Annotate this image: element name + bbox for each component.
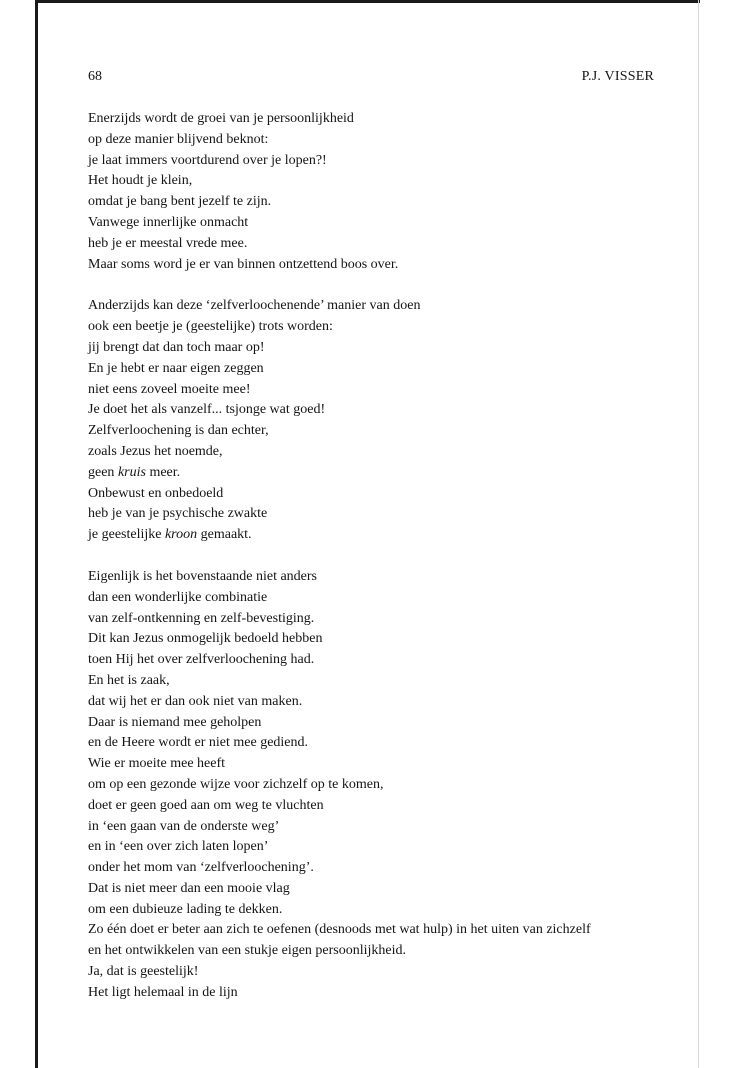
text-line: Anderzijds kan deze ‘zelfverloochenende’ manier van doen: [88, 298, 421, 314]
text-line: toen Hij het over zelfverloochening had.: [88, 652, 315, 668]
running-head-author: P.J. VISSER: [581, 69, 654, 84]
text-line: Het houdt je klein,: [88, 173, 193, 189]
text-line: Ja, dat is geestelijk!: [88, 964, 199, 980]
text-line: om een dubieuze lading te dekken.: [88, 901, 283, 917]
stanza-2: [88, 296, 688, 546]
text-line: en in ‘een over zich laten lopen’: [88, 839, 269, 855]
scan-border-top: [36, 0, 700, 3]
scan-edge-right: [698, 0, 699, 1068]
text-line: Het ligt helemaal in de lijn: [88, 984, 238, 1000]
italic-word-kroon: kroon: [164, 527, 198, 543]
text-line: niet eens zoveel moeite mee!: [88, 381, 251, 397]
text-line: Wie er moeite mee heeft: [88, 756, 226, 772]
text-line: Onbewust en onbedoeld: [88, 485, 224, 501]
stanza-1: [88, 109, 688, 275]
text-line-kruis: [88, 463, 688, 484]
text-line: Dat is niet meer dan een mooie vlag: [88, 880, 290, 896]
body-text: [88, 109, 688, 1025]
text-line: heb je er meestal vrede mee.: [88, 235, 248, 251]
text-line: En je hebt er naar eigen zeggen: [88, 360, 264, 376]
text-line: om op een gezonde wijze voor zichzelf op te komen,: [88, 776, 384, 792]
text-line: Maar soms word je er van binnen ontzettend boos over.: [88, 256, 399, 272]
text-line: en de Heere wordt er niet mee gediend.: [88, 735, 309, 751]
text-line: Je doet het als vanzelf... tsjonge wat goed!: [88, 402, 326, 418]
text-line: ook een beetje je (geestelijke) trots worden:: [88, 319, 333, 335]
text-line: op deze manier blijvend beknot:: [88, 131, 269, 147]
page-header: [88, 67, 654, 87]
text-line: Enerzijds wordt de groei van je persoonlijkheid: [88, 111, 354, 126]
text-line: doet er geen goed aan om weg te vluchten: [88, 797, 324, 813]
scan-border-left: [35, 0, 38, 1068]
line-text-before: je geestelijke: [88, 527, 165, 543]
text-line: dat wij het er dan ook niet van maken.: [88, 693, 303, 709]
text-line: en het ontwikkelen van een stukje eigen persoonlijkheid.: [88, 943, 407, 959]
text-line: van zelf-ontkenning en zelf-bevestiging.: [88, 610, 315, 626]
text-line: in ‘een gaan van de onderste weg’: [88, 818, 280, 834]
text-line: Dit kan Jezus onmogelijk bedoeld hebben: [88, 631, 323, 647]
text-line: zoals Jezus het noemde,: [88, 443, 223, 459]
text-line: omdat je bang bent jezelf te zijn.: [88, 194, 272, 210]
text-line: Vanwege innerlijke onmacht: [88, 214, 249, 230]
text-line: Zelfverloochening is dan echter,: [88, 423, 269, 439]
text-line: onder het mom van ‘zelfverloochening’.: [88, 860, 314, 876]
page-number: 68: [88, 69, 102, 84]
stanza-3: [88, 567, 688, 1004]
text-line: En het is zaak,: [88, 672, 170, 688]
text-line: Eigenlijk is het bovenstaande niet anders: [88, 568, 317, 584]
text-line: Zo één doet er beter aan zich te oefenen (desnoods met wat hulp) in het uiten van zichzelf: [88, 922, 591, 938]
line-text-after: meer.: [145, 464, 181, 480]
line-text-after: gemaakt.: [197, 527, 252, 543]
text-line: Daar is niemand mee geholpen: [88, 714, 262, 730]
text-line: heb je van je psychische zwakte: [88, 506, 268, 522]
line-text-before: geen: [88, 464, 118, 480]
text-line-kroon: [88, 525, 688, 546]
text-line: jij brengt dat dan toch maar op!: [88, 339, 265, 355]
text-line: dan een wonderlijke combinatie: [88, 589, 268, 605]
text-line: je laat immers voortdurend over je lopen?!: [88, 152, 327, 168]
italic-word-kruis: kruis: [117, 464, 146, 480]
